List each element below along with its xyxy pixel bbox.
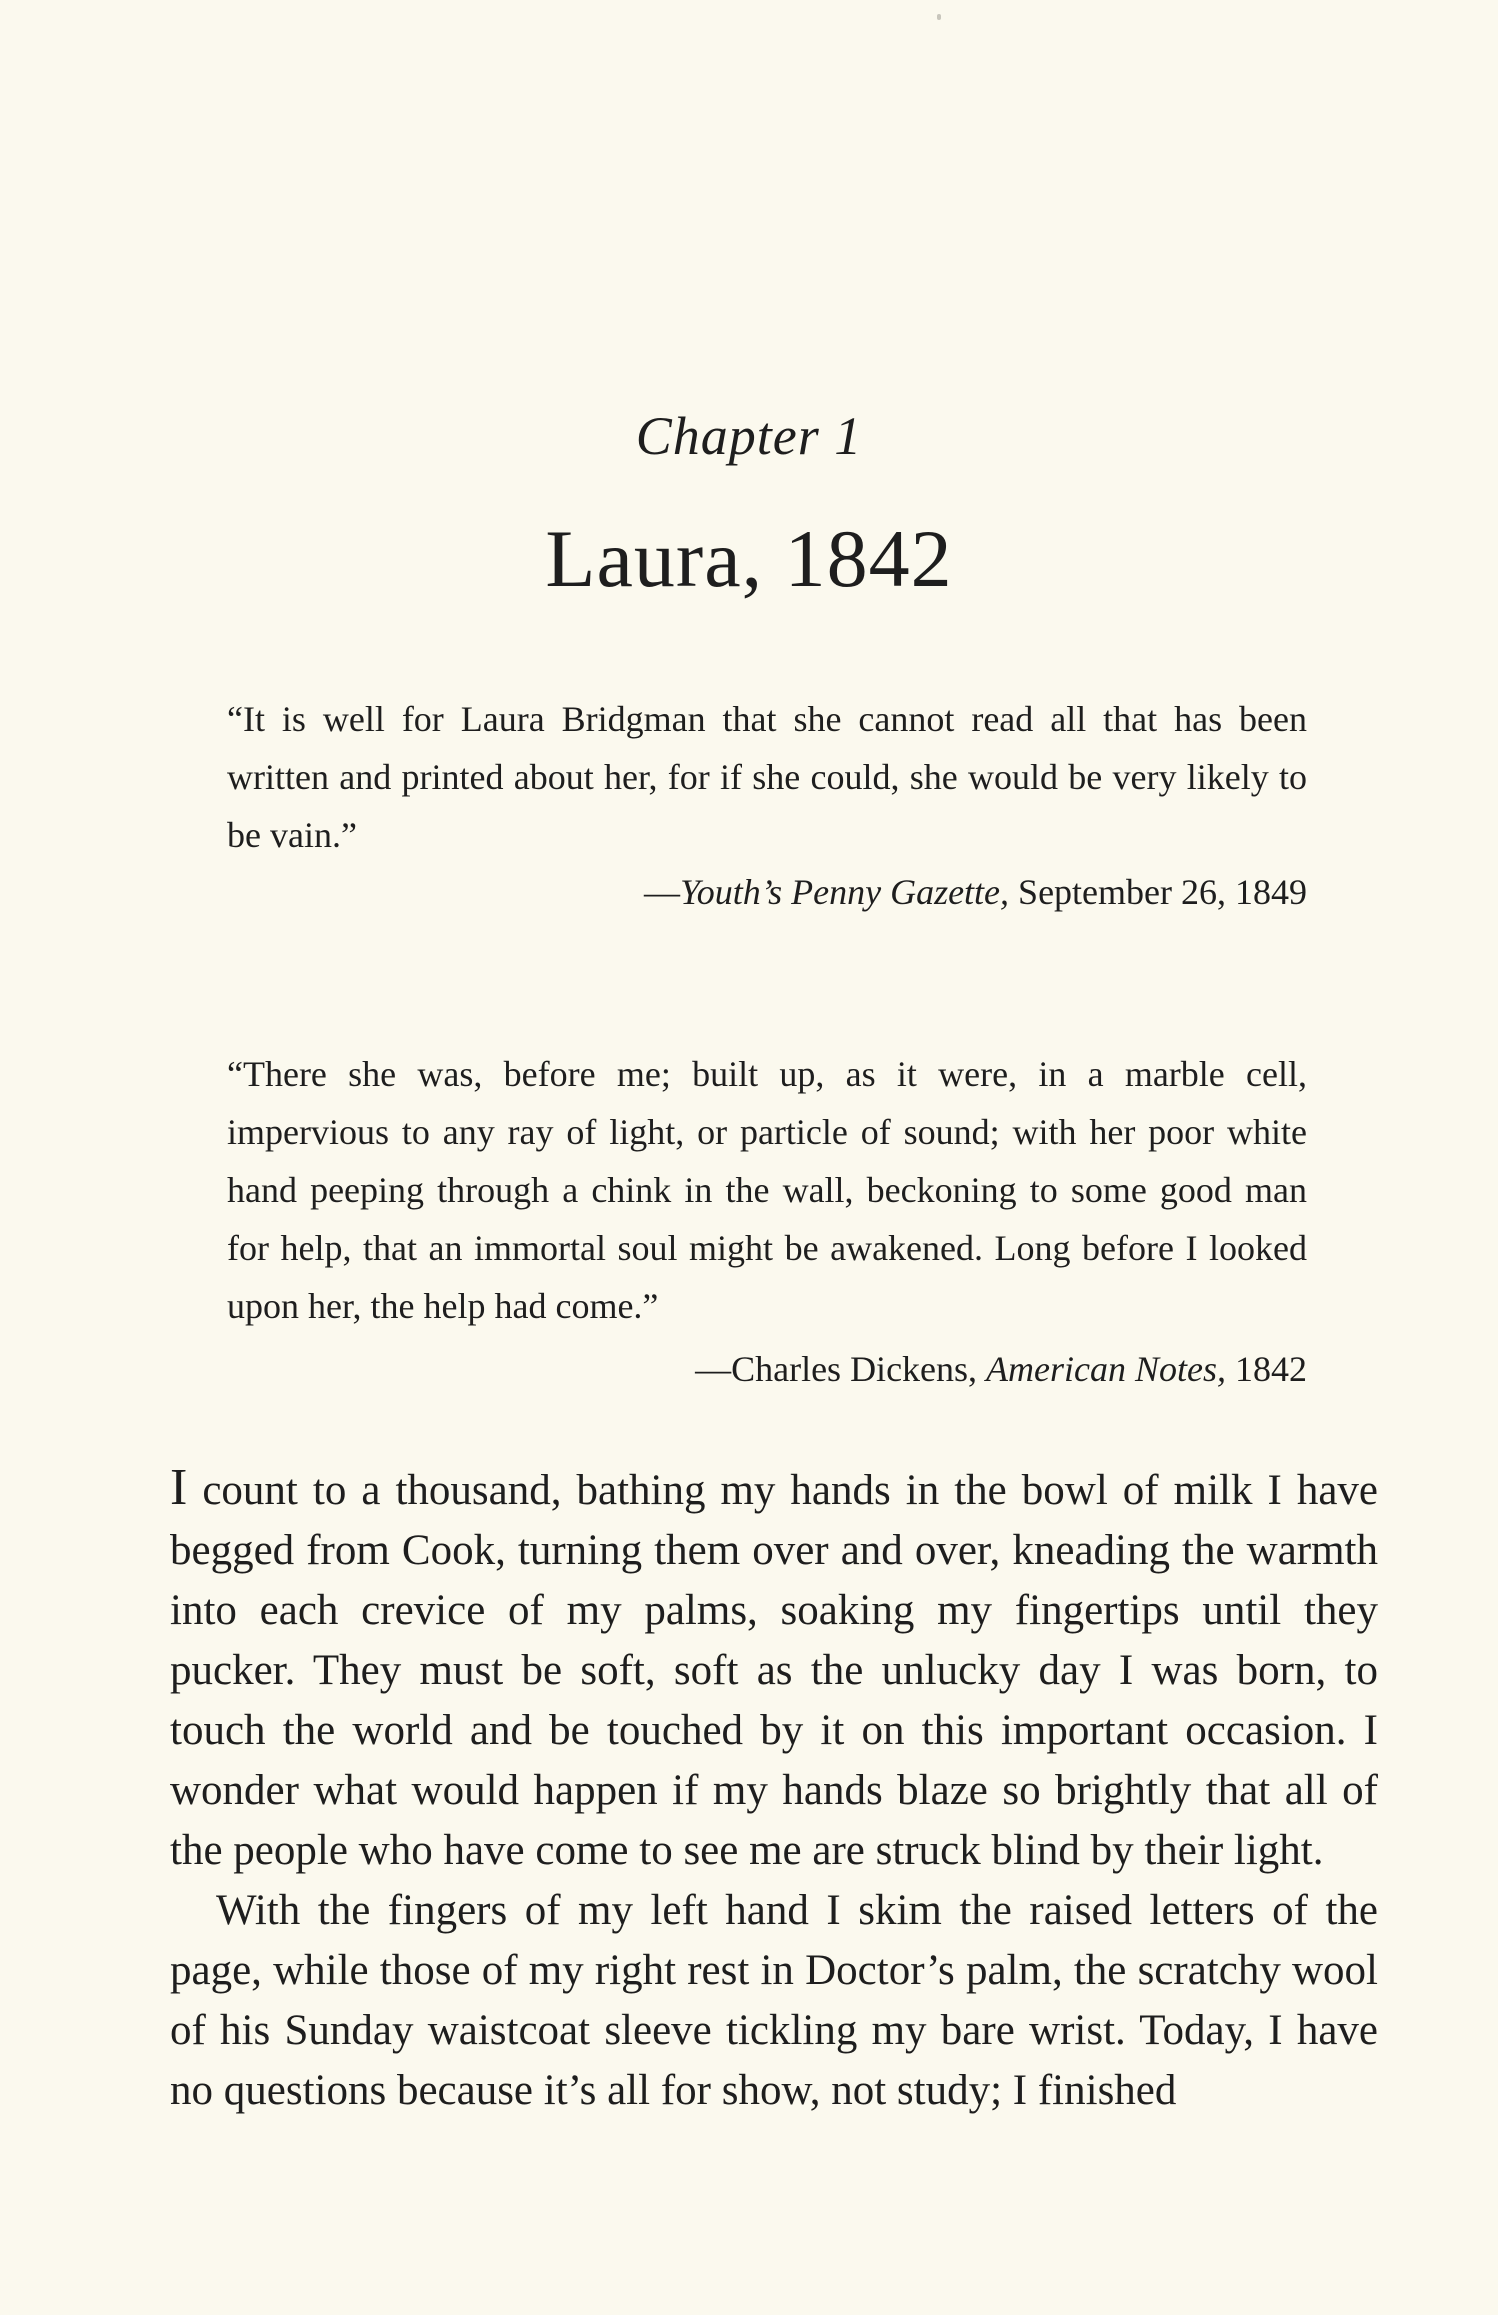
attribution-dash: — (644, 872, 681, 912)
epigraph-1 (227, 690, 1307, 864)
chapter-title: Laura, 1842 (545, 513, 953, 604)
body-paragraph-1-text: count to a thousand, bathing my hands in the bowl of milk I have begged from Cook, turning them over and over, kneading the warmth into each crevice of my palms, soaking my fingertips until they pucker. They must be soft, soft as the unlucky day I was born, to touch the world and be touched by it on this important occasion. I wonder what would happen if my hands blaze so brightly that all of the people who have come to see me are struck blind by their light. (170, 1467, 1378, 1874)
epigraph-2-quote: “There she was, before me; built up, as it were, in a marble cell, impervious to any ray of light, or particle of sound; with her poor white hand peeping through a chink in the wall, beckoning to some good man for help, that an immortal soul might be awakened. Long before I looked upon her, the help had come.” (227, 1054, 1307, 1326)
attribution-work: American Notes, (986, 1349, 1226, 1389)
drop-cap: I (170, 1459, 188, 1516)
epigraph-2 (227, 1045, 1307, 1335)
body-paragraph-1 (170, 1458, 1378, 1881)
attribution-dash: — (695, 1349, 732, 1389)
epigraph-1-attribution (644, 871, 1307, 913)
body-paragraph-2: With the fingers of my left hand I skim the raised letters of the page, while those of my right rest in Doctor’s palm, the scratchy wool of his Sunday waistcoat sleeve tickling my bare wrist. Today, I have no questions because it’s all for show, not study; I finished (170, 1887, 1378, 2114)
chapter-body (170, 1458, 1378, 2121)
attribution-date: 1842 (1226, 1349, 1307, 1389)
chapter-label: Chapter 1 (635, 406, 863, 466)
attribution-date: September 26, 1849 (1009, 872, 1307, 912)
epigraph-2-attribution (695, 1348, 1307, 1390)
epigraph-1-quote: “It is well for Laura Bridgman that she cannot read all that has been written and printed about her, for if she could, she would be very likely to be vain.” (227, 699, 1307, 855)
page-speck (937, 14, 941, 20)
attribution-work: Youth’s Penny Gazette, (680, 872, 1010, 912)
attribution-author: Charles Dickens, (731, 1349, 987, 1389)
